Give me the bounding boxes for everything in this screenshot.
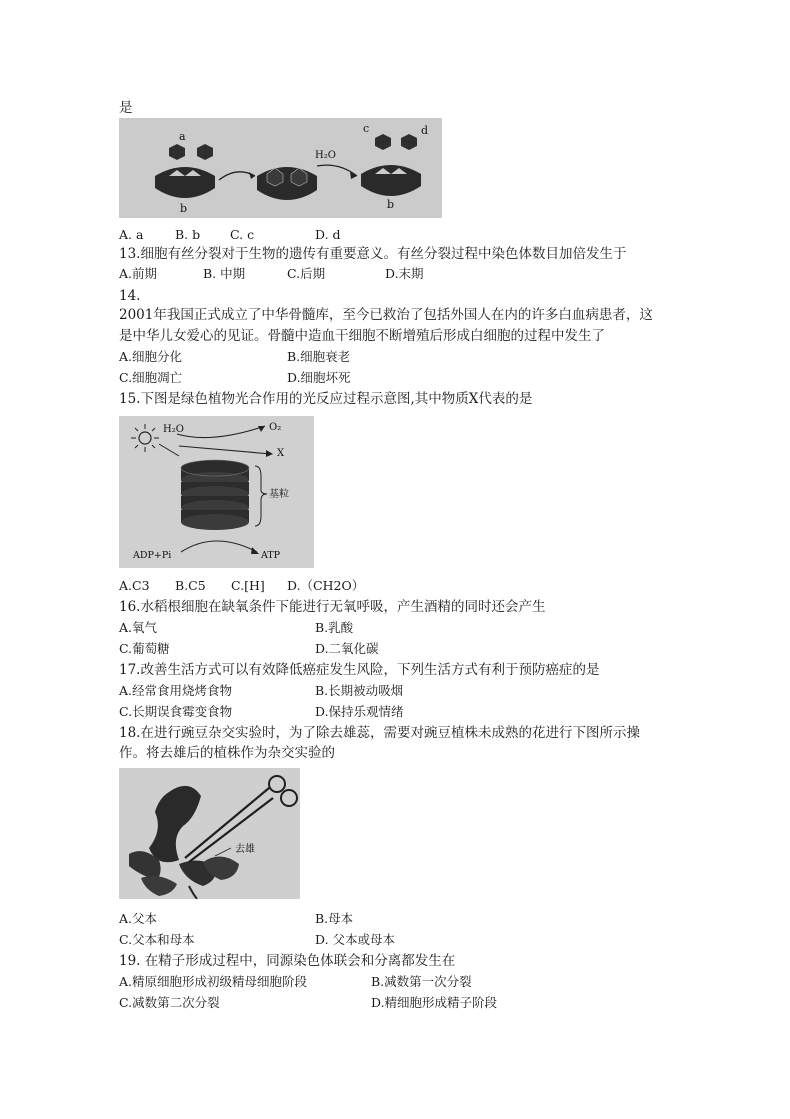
q19-option-d[interactable]: D.精细胞形成精子阶段 (371, 995, 498, 1010)
label-c: c (363, 122, 370, 135)
q19-option-a[interactable]: A.精原细胞形成初级精母细胞阶段 (119, 974, 308, 989)
q15-option-c[interactable]: C.[H] (231, 578, 265, 593)
q15-option-b[interactable]: B.C5 (175, 578, 206, 593)
q14-number: 14. (119, 288, 141, 304)
q17-stem: 17.改善生活方式可以有效降低癌症发生风险，下列生活方式有利于预防癌症的是 (119, 662, 600, 678)
label-d: d (421, 124, 429, 137)
q15-option-a[interactable]: A.C3 (119, 578, 150, 593)
label-water: H₂O (315, 150, 336, 161)
q19-option-b[interactable]: B.减数第一次分裂 (371, 974, 472, 989)
q12-option-d[interactable]: D. d (315, 227, 341, 242)
label-h2o: H₂O (163, 424, 184, 435)
q18-option-d[interactable]: D. 父本或母本 (315, 932, 396, 947)
q14-option-d[interactable]: D.细胞坏死 (287, 370, 351, 385)
q12-option-c[interactable]: C. c (230, 227, 255, 242)
q17-option-c[interactable]: C.长期误食霉变食物 (119, 704, 233, 719)
emasculation-diagram (119, 768, 300, 899)
q13-option-d[interactable]: D.末期 (385, 266, 424, 281)
enzyme-diagram (119, 118, 442, 218)
q18-option-c[interactable]: C.父本和母本 (119, 932, 195, 947)
label-x: X (277, 448, 285, 459)
q12-option-b[interactable]: B. b (175, 227, 201, 242)
q14-option-a[interactable]: A.细胞分化 (119, 349, 183, 364)
q16-option-b[interactable]: B.乳酸 (315, 620, 354, 635)
grana-stack (181, 460, 249, 530)
q14-stem-line1: 2001年我国正式成立了中华骨髓库，至今已救治了包括外国人在内的许多白血病患者，这 (119, 307, 653, 323)
q13-option-c[interactable]: C.后期 (287, 266, 326, 281)
q18-option-a[interactable]: A.父本 (119, 911, 158, 926)
label-b-right: b (387, 198, 395, 211)
q15-option-d[interactable]: D.（CH2O） (287, 578, 365, 593)
q15-stem: 15.下图是绿色植物光合作用的光反应过程示意图,其中物质X代表的是 (119, 391, 533, 407)
q16-stem: 16.水稻根细胞在缺氧条件下能进行无氧呼吸，产生酒精的同时还会产生 (119, 599, 546, 615)
label-atp: ATP (261, 550, 281, 561)
q16-option-c[interactable]: C.葡萄糖 (119, 641, 170, 656)
q14-option-c[interactable]: C.细胞凋亡 (119, 370, 183, 385)
q16-option-a[interactable]: A.氧气 (119, 620, 158, 635)
label-a: a (179, 130, 186, 143)
label-b-left: b (180, 202, 188, 215)
q19-stem: 19. 在精子形成过程中，同源染色体联会和分离都发生在 (119, 953, 456, 969)
label-emasculation: 去雄 (235, 844, 255, 855)
q18-stem-line2: 作。将去雄后的植株作为杂交实验的 (119, 745, 335, 761)
q12-option-a[interactable]: A. a (119, 227, 144, 242)
question-12-stem-tail: 是 (119, 100, 133, 116)
label-adp: ADP+Pi (133, 550, 172, 561)
label-grana: 基粒 (269, 489, 289, 500)
q13-option-a[interactable]: A.前期 (119, 266, 158, 281)
q14-stem-line2: 是中华儿女爱心的见证。骨髓中造血干细胞不断增殖后形成白细胞的过程中发生了 (119, 328, 605, 344)
q13-stem: 13.细胞有丝分裂对于生物的遗传有重要意义。有丝分裂过程中染色体数目加倍发生于 (119, 246, 627, 262)
q18-option-b[interactable]: B.母本 (315, 911, 354, 926)
label-o2: O₂ (269, 422, 282, 433)
q17-option-b[interactable]: B.长期被动吸烟 (315, 683, 404, 698)
q17-option-a[interactable]: A.经常食用烧烤食物 (119, 683, 233, 698)
q18-stem-line1: 18.在进行豌豆杂交实验时，为了除去雄蕊，需要对豌豆植株未成熟的花进行下图所示操 (119, 725, 640, 741)
q14-option-b[interactable]: B.细胞衰老 (287, 349, 351, 364)
q19-option-c[interactable]: C.减数第二次分裂 (119, 995, 220, 1010)
q17-option-d[interactable]: D.保持乐观情绪 (315, 704, 404, 719)
photosynthesis-diagram (119, 416, 314, 568)
q13-option-b[interactable]: B. 中期 (203, 266, 246, 281)
q16-option-d[interactable]: D.二氧化碳 (315, 641, 379, 656)
